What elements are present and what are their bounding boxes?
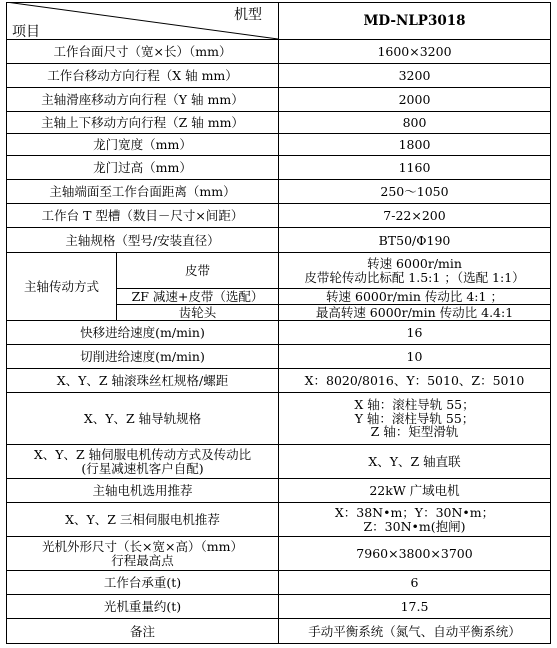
- row-value: [279, 393, 550, 444]
- row-value: BT50/Φ190: [378, 232, 451, 248]
- belt-value: [279, 253, 550, 288]
- servo-transmission-label: X、Y、Z 轴伺服电机传动方式及传动比: [33, 447, 252, 462]
- row-value: 1800: [398, 137, 431, 152]
- row-value: X、Y、Z 轴直联: [368, 454, 461, 469]
- row-label: X、Y、Z 轴导轨规格: [83, 411, 202, 426]
- row-label: 工作台面尺寸（宽×长）（mm）: [53, 44, 232, 59]
- guide-y: Y 轴：滚柱导轨 55；: [354, 410, 475, 426]
- row-value: 250～1050: [380, 184, 449, 199]
- belt-speed: 转速 6000r/min: [367, 256, 462, 271]
- gear-label: 齿轮头: [178, 305, 217, 320]
- header-item-label: 项目: [12, 24, 40, 40]
- grid-line: [550, 2, 551, 644]
- row-label: 工作台移动方向行程（X 轴 mm）: [47, 68, 238, 83]
- row-label: 主轴滑座移动方向行程（Y 轴 mm）: [41, 92, 244, 107]
- belt-label: 皮带: [184, 263, 210, 278]
- row-value: 1160: [398, 160, 431, 175]
- header-model-label: 机型: [234, 7, 262, 23]
- model-name: MD-NLP3018: [363, 12, 466, 29]
- row-label: [7, 445, 278, 478]
- row-value: 1600×3200: [377, 44, 452, 59]
- row-label: 切削进给速度(m/min): [80, 349, 205, 364]
- row-value: 17.5: [400, 599, 429, 614]
- row-value: 800: [402, 115, 427, 130]
- row-label: 主轴规格（型号/安装直径）: [65, 232, 220, 248]
- row-label: [7, 537, 278, 570]
- servo-transmission-note: (行星减速机客户自配): [81, 460, 204, 476]
- zf-value: 转速 6000r/min 传动比 4:1 ；: [326, 289, 503, 304]
- row-value: 手动平衡系统（氮气、自动平衡系统）: [308, 623, 521, 639]
- transmission-label: 主轴传动方式: [23, 279, 99, 294]
- gear-value: 最高转速 6000r/min 传动比 4.4:1: [315, 305, 514, 320]
- row-label: X、Y、Z 三相伺服电机推荐: [65, 512, 220, 527]
- row-label: 主轴电机选用推荐: [92, 483, 193, 498]
- row-label: 工作台 T 型槽（数目－尺寸×间距）: [41, 208, 244, 223]
- row-value: 16: [406, 325, 423, 340]
- row-label: 主轴上下移动方向行程（Z 轴 mm）: [41, 115, 244, 130]
- row-value: 7960×3800×3700: [356, 546, 473, 561]
- spec-table: [6, 2, 551, 644]
- row-label: 龙门过高（mm）: [93, 160, 192, 175]
- row-value: 3200: [398, 68, 431, 83]
- row-label: 备注: [129, 623, 155, 639]
- row-label: 主轴端面至工作台面距离（mm）: [49, 184, 236, 199]
- row-value: 2000: [398, 92, 431, 107]
- servo-xy: X：38N•m；Y：30N•m；: [334, 505, 495, 520]
- zf-label: ZF 减速+皮带（选配）: [131, 289, 264, 304]
- row-value: 22kW 广域电机: [369, 483, 460, 498]
- row-label: 龙门宽度（mm）: [93, 137, 192, 152]
- row-label: 光机重量约(t): [103, 599, 182, 614]
- guide-x: X 轴：滚柱导轨 55；: [354, 397, 475, 413]
- row-value: 10: [406, 349, 423, 364]
- guide-z: Z 轴：矩型滑轨: [370, 424, 459, 440]
- row-value: X：8020/8016、Y：5010、Z：5010: [304, 373, 525, 388]
- belt-ratio: 皮带轮传动比标配 1.5:1 ；（选配 1:1）: [304, 269, 525, 285]
- row-label: 工作台承重(t): [103, 575, 182, 590]
- row-label: 快移进给速度(m/min): [80, 325, 205, 340]
- row-label: X、Y、Z 轴滚珠丝杠规格/螺距: [56, 373, 229, 388]
- servo-z: Z：30N•m(抱闸): [363, 518, 466, 534]
- row-value: 6: [410, 575, 419, 590]
- dimension-label: 光机外形尺寸（长×宽×高）（mm）: [42, 539, 243, 554]
- dimension-note: 行程最高点: [111, 552, 174, 568]
- row-value: [279, 503, 550, 536]
- row-value: 7-22×200: [383, 208, 446, 223]
